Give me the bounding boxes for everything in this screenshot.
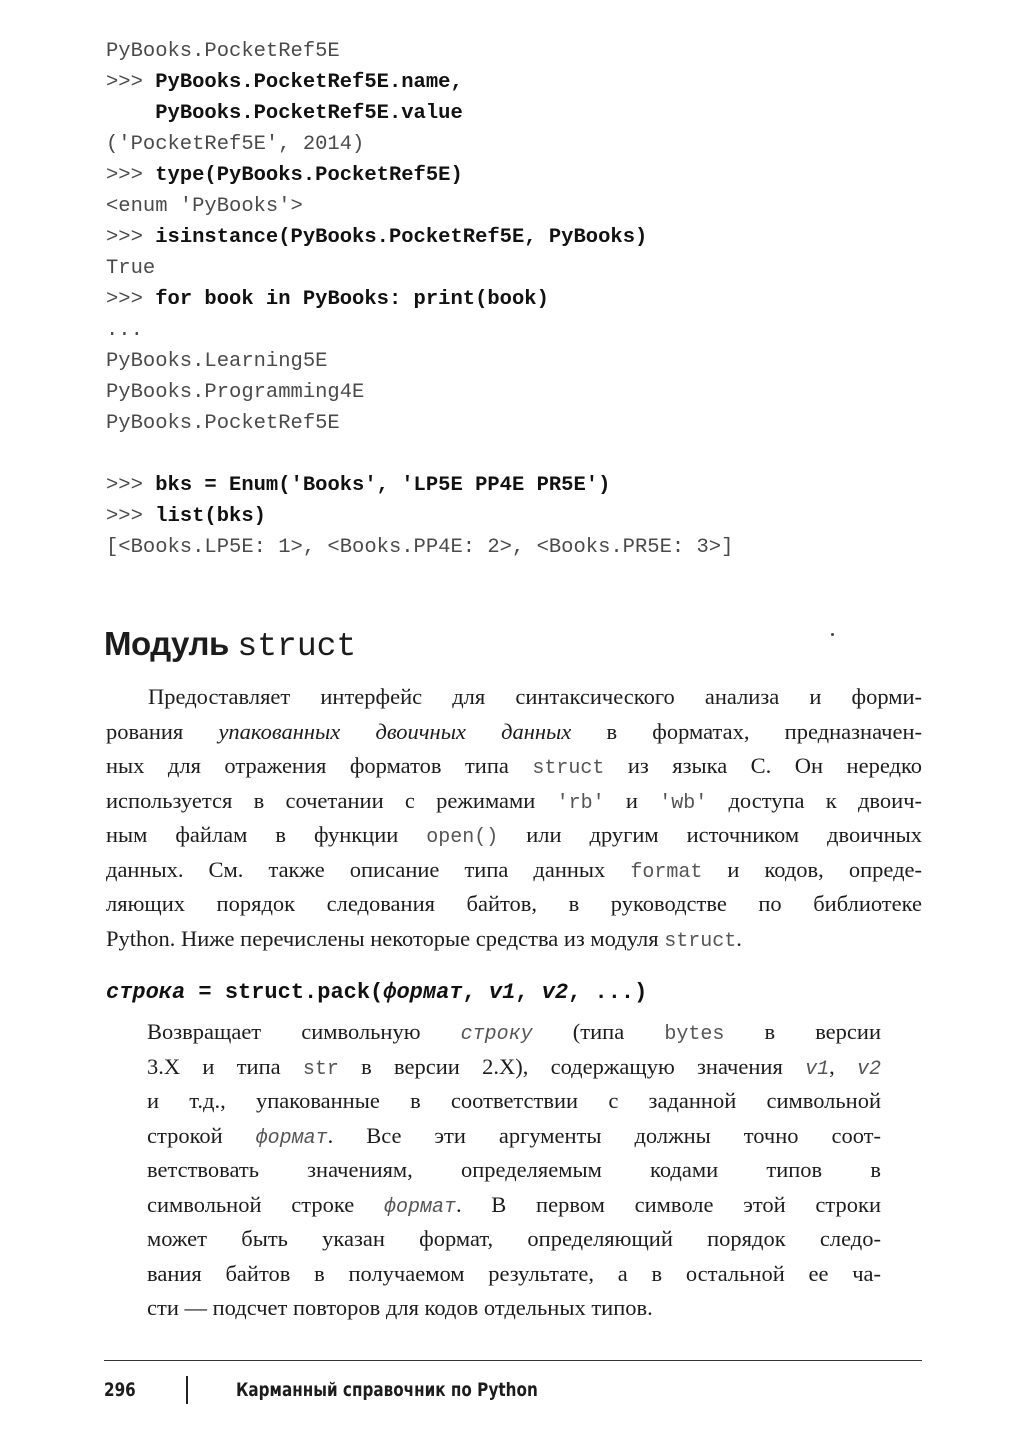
heading-text: Модуль [104,625,238,662]
text: Python. Ниже перечислены некоторые средства из модуля [106,925,665,951]
page-number: 296 [104,1379,136,1401]
text: в версии [724,1019,881,1044]
code-output-line: PyBooks.Learning5E [106,350,328,373]
code-command: bks = Enum('Books', 'LP5E PP4E PR5E') [155,474,611,497]
code-output-line: ('PocketRef5E', 2014) [106,133,365,156]
footer-separator [186,1376,188,1404]
inline-code: строку [460,1023,533,1046]
code-command: PyBooks.PocketRef5E.value [155,102,463,125]
inline-code: формат [255,1126,328,1150]
paragraph-line [106,715,922,750]
description-line [147,1050,881,1085]
text: используется в сочетании с режимами [106,787,557,813]
code-command: isinstance(PyBooks.PocketRef5E, PyBooks) [155,226,648,249]
code-output-line: PyBooks.PocketRef5E [106,412,340,435]
text: , [829,1053,857,1079]
text: . Все эти аргументы должны точно соот- [327,1122,881,1148]
text: рования [106,718,219,744]
code-input-line [106,67,926,98]
text: и кодов, опреде- [702,856,922,882]
text: доступа к двоич- [707,787,922,813]
code-command: type(PyBooks.PocketRef5E) [155,164,463,187]
module-description [106,680,922,956]
code-blank-line [106,439,926,470]
text: (типа [532,1019,665,1044]
text: данных. См. также описание типа данных [106,856,631,882]
code-prompt: >>> [106,71,156,94]
inline-code: v2 [856,1057,881,1081]
text: из языка С. Он нередко [604,753,922,778]
text: Возвращает символьную [147,1019,461,1044]
code-output-line: <enum 'PyBooks'> [106,195,303,218]
code-prompt: >>> [106,474,156,497]
print-speck [831,633,834,636]
code-prompt: >>> [106,288,156,311]
code-output-line: PyBooks.Programming4E [106,381,365,404]
code-input-line [106,98,926,129]
code-output-line: ... [106,319,143,342]
code-prompt [106,102,155,125]
description-line [147,1084,881,1119]
function-description [147,1015,881,1326]
code-prompt: >>> [106,226,156,249]
inline-code: 'rb' [556,791,605,815]
text: или другим источником двоичных [498,822,922,847]
code-output-line: True [106,257,156,280]
inline-code: struct [664,929,737,953]
code-command: for book in PyBooks: print(book) [155,288,549,311]
paragraph-line [106,818,922,853]
description-line [147,1257,881,1292]
text: 3.X и типа [147,1053,303,1079]
text: ветствовать значениям, определяемым кодами типов в [147,1157,881,1182]
sig-part: = struct.pack( [185,980,384,1005]
paragraph-line [106,887,922,922]
inline-code: v1 [805,1057,830,1081]
code-command: list(bks) [155,505,266,528]
sig-part: v2 [541,980,569,1005]
section-heading [104,622,356,669]
description-line [147,1015,881,1050]
text: . [736,925,742,951]
inline-code: bytes [664,1023,725,1046]
code-command: PyBooks.PocketRef5E.name, [155,71,463,94]
inline-code: формат [383,1195,456,1219]
inline-code: struct [532,757,605,780]
emphasis-text: упакованных двоичных данных [218,718,572,744]
code-output-line: PyBooks.PocketRef5E [106,40,340,63]
code-input-line [106,284,926,315]
sig-part: v1 [488,980,516,1005]
sig-part: формат [383,980,463,1005]
text: сти — подсчет повторов для кодов отдельных типов. [147,1295,653,1320]
text: и [604,787,660,813]
text: ных для отражения форматов типа [106,753,533,778]
paragraph-line [106,749,922,784]
function-signature [106,977,647,1009]
code-output-line: [<Books.LP5E: 1>, <Books.PP4E: 2>, <Books.PR5E: 3>] [106,536,734,559]
description-line [147,1119,881,1154]
sig-part: , [515,980,542,1005]
code-input-line [106,160,926,191]
text: в версии 2.X), содержащую значения [338,1053,806,1079]
code-prompt: >>> [106,164,156,187]
description-line [147,1291,881,1326]
code-block [106,36,926,563]
book-title: Карманный справочник по Python [236,1379,538,1401]
sig-part: , ...) [568,980,648,1005]
code-input-line [106,501,926,532]
text: строкой [147,1122,256,1148]
sig-part: строка [106,980,186,1005]
text: может быть указан формат, определяющий порядок следо- [147,1226,881,1251]
text: Предоставляет интерфейс для синтаксического анализа и форми- [148,684,922,709]
inline-code: open() [426,826,499,849]
inline-code: 'wb' [659,791,708,815]
text: символьной строке [147,1191,384,1217]
heading-code: struct [237,628,357,665]
inline-code: str [302,1057,339,1081]
inline-code: format [630,860,703,884]
text: в форматах, предназначен- [571,718,922,744]
footer-rule [104,1360,922,1361]
code-input-line [106,222,926,253]
text: . В первом символе этой строки [455,1191,881,1217]
text: вания байтов в получаемом результате, а в остальной ее ча- [147,1260,881,1286]
paragraph-line [106,680,922,715]
text: ным файлам в функции [106,822,427,847]
code-prompt: >>> [106,505,156,528]
paragraph-line [106,784,922,819]
text: и т.д., упакованные в соответствии с заданной символьной [147,1088,881,1113]
description-line [147,1153,881,1188]
description-line [147,1188,881,1223]
text: ляющих порядок следования байтов, в руководстве по библиотеке [106,891,922,916]
code-input-line [106,470,926,501]
paragraph-line [106,853,922,888]
paragraph-line [106,922,922,957]
description-line [147,1222,881,1257]
sig-part: , [462,980,489,1005]
